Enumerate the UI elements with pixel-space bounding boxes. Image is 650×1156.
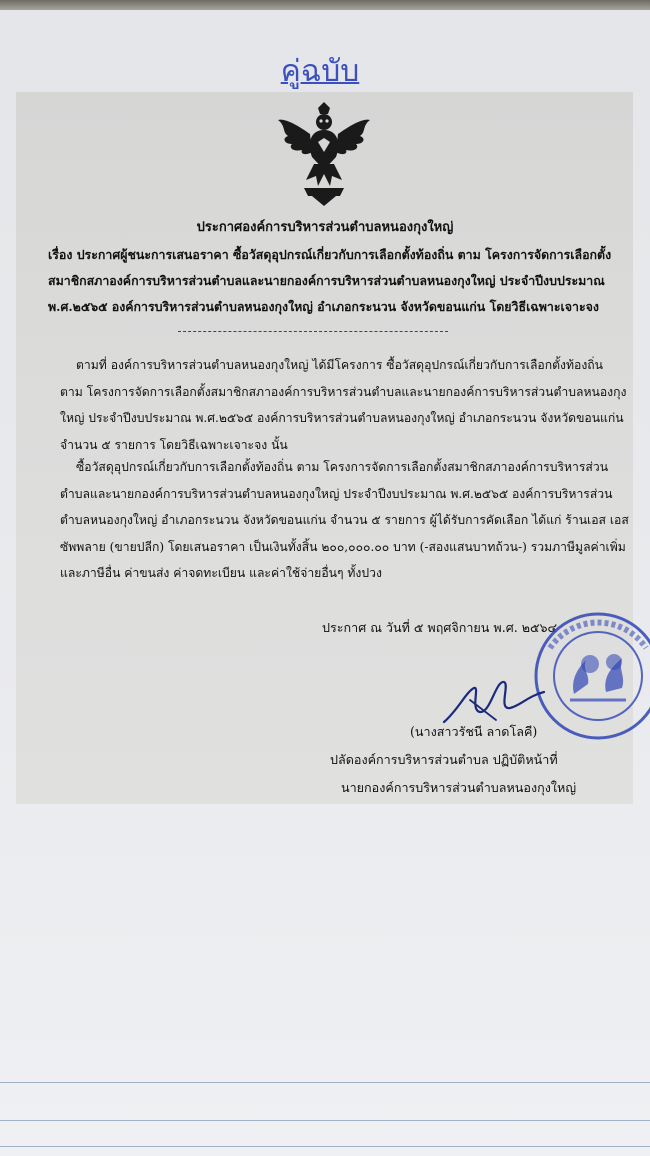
subject-line: สมาชิกสภาองค์การบริหารส่วนตำบลและนายกองค์การบริหารส่วนตำบลหนองกุงใหญ่ ประจำปีงบประมาณ: [48, 273, 605, 288]
paragraph-line: ใหญ่ ประจำปีงบประมาณ พ.ศ.๒๕๖๕ องค์การบริหารส่วนตำบลหนองกุงใหญ่ อำเภอกระนวน จังหวัดขอนแก่น: [60, 411, 624, 425]
paragraph-1: [60, 352, 627, 458]
paragraph-line: ซื้อวัสดุอุปกรณ์เกี่ยวกับการเลือกตั้งท้องถิ่น ตาม โครงการจัดการเลือกตั้งสมาชิกสภาองค์การบริหารส่วน: [76, 460, 609, 474]
signer-position: ปลัดองค์การบริหารส่วนตำบล ปฏิบัติหน้าที่: [330, 752, 558, 767]
paragraph-line: ตาม โครงการจัดการเลือกตั้งสมาชิกสภาองค์การบริหารส่วนตำบลและนายกองค์การบริหารส่วนตำบลหนองกุง: [60, 384, 627, 399]
paragraph-line: และภาษีอื่น ค่าขนส่ง ค่าจดทะเบียน และค่าใช้จ่ายอื่นๆ ทั้งปวง: [60, 566, 382, 580]
paragraph-line: จำนวน ๕ รายการ โดยวิธีเฉพาะเจาะจง นั้น: [60, 437, 288, 452]
document-title: ประกาศองค์การบริหารส่วนตำบลหนองกุงใหญ่: [196, 220, 454, 235]
signer-name: (นางสาวรัชนี ลาดโลคี): [410, 724, 538, 739]
paragraph-line: ตำบลหนองกุงใหญ่ อำเภอกระนวน จังหวัดขอนแก่น จำนวน ๕ รายการ ผู้ได้รับการคัดเลือก ได้แก่ ร้านเอส เอส: [60, 513, 629, 527]
paragraph-line: ซัพพลาย (ขายปลีก) โดยเสนอราคา เป็นเงินทั้งสิ้น ๒๐๐,๐๐๐.๐๐ บาท (-สองแสนบาทถ้วน-) รวมภาษีมูลค่าเพิ่ม: [60, 539, 626, 554]
paragraph-line: ตำบลและนายกองค์การบริหารส่วนตำบลหนองกุงใหญ่ ประจำปีงบประมาณ พ.ศ.๒๕๖๕ องค์การบริหารส่วน: [60, 486, 613, 501]
subject-line: พ.ศ.๒๕๖๕ องค์การบริหารส่วนตำบลหนองกุงใหญ่ อำเภอกระนวน จังหวัดขอนแก่น โดยวิธีเฉพาะเจาะจง: [48, 299, 599, 314]
subject-block: [48, 242, 623, 320]
garuda-emblem-icon: [274, 102, 374, 207]
copy-stamp: คู่ฉบับ: [280, 54, 360, 89]
signature-icon: [440, 670, 550, 730]
announcement-date: ประกาศ ณ วันที่ ๕ พฤศจิกายน พ.ศ. ๒๕๖๔: [322, 620, 558, 635]
notebook-rule-line: [0, 1120, 650, 1121]
notebook-rule-line: [0, 1082, 650, 1083]
dashed-divider: [178, 331, 448, 332]
paragraph-line: ตามที่ องค์การบริหารส่วนตำบลหนองกุงใหญ่ ได้มีโครงการ ซื้อวัสดุอุปกรณ์เกี่ยวกับการเลือกตั้งท้องถิ่น: [76, 358, 604, 372]
subject-line: เรื่อง ประกาศผู้ชนะการเสนอราคา ซื้อวัสดุอุปกรณ์เกี่ยวกับการเลือกตั้งท้องถิ่น ตาม โครงการจัดการเลือกตั้ง: [48, 247, 612, 262]
notebook-rule-line: [0, 1146, 650, 1147]
paragraph-2: [60, 454, 629, 587]
signer-position: นายกองค์การบริหารส่วนตำบลหนองกุงใหญ่: [341, 780, 577, 795]
paper-sheet: [0, 10, 650, 1156]
